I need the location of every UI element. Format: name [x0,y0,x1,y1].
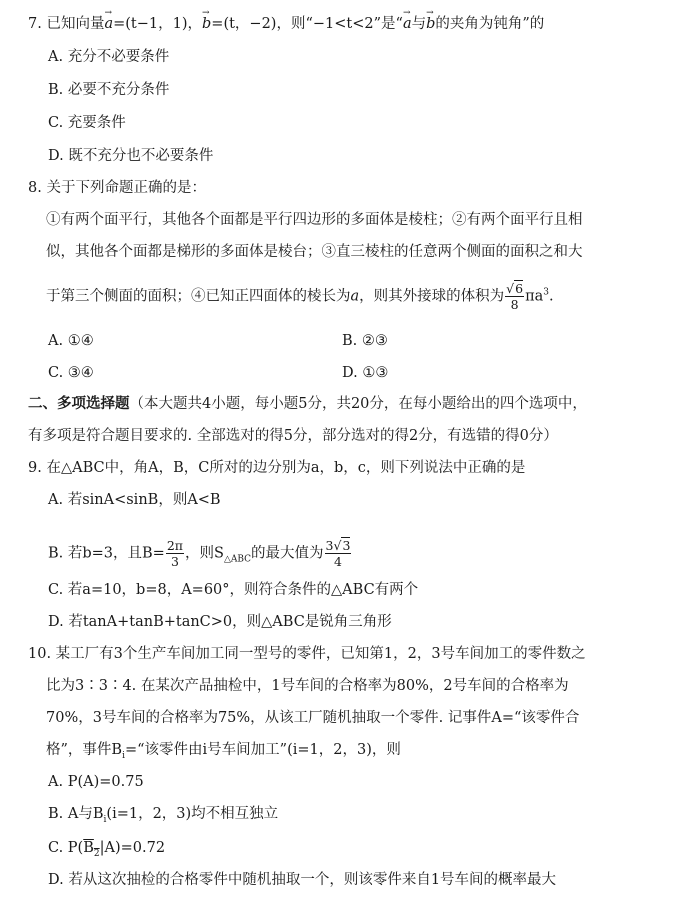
q8-option-d: D. ①③ [342,365,389,381]
q10-stem-line-3: 70%，3号车间的合格率为75%，从该工厂随机抽取一个零件. 记事件A=“该零件合 [46,710,580,726]
section-2-header: 二、多项选择题（本大题共4小题，每小题5分，共20分，在每小题给出的四个选项中， [28,395,587,412]
question-10-stem: 10. 某工厂有3个生产车间加工同一型号的零件，已知第1，2，3号车间加工的零件数之 [28,646,586,662]
max-area-fraction: $\frac{3√3}{4}$ [325,538,351,569]
q8-statement-line-1: ①有两个面平行，其他各个面都是平行四边形的多面体是棱柱；②有两个面平行且相 [46,212,583,228]
q7-option-c: C. 充要条件 [48,115,126,131]
q7-option-a: A. 充分不必要条件 [48,49,170,65]
q8-option-a: A. ①④ [48,333,94,349]
section-2-instructions: 有多项是符合题目要求的. 全部选对的得5分，部分选对的得2分，有选错的得0分） [28,428,558,444]
q8-statement-line-2: 似，其他各个面都是梯形的多面体是棱台；③直三棱柱的任意两个侧面的面积之和大 [46,244,583,260]
section-title: 二、多项选择题 [28,395,130,412]
question-number: 8. [28,180,42,196]
q7-option-d: D. 既不充分也不必要条件 [48,148,214,164]
q7-option-b: B. 必要不充分条件 [48,82,170,98]
q8-option-b: B. ②③ [342,333,388,349]
q9-option-c: C. 若a=10，b=8，A=60°，则符合条件的△ABC有两个 [48,582,419,598]
angle-fraction: $\frac{2\pi}{3}$ [166,538,184,569]
q10-option-a: A. P(A)=0.75 [48,774,144,790]
q10-option-b: B. A与$B_i(i=1$，2，3)均不相互独立 [48,806,279,825]
q10-option-c: C. $P(B_2|A)=0.72$ [48,840,166,859]
q9-option-d: D. 若tanA+tanB+tanC>0，则△ABC是锐角三角形 [48,614,392,630]
question-number: 7. [28,16,42,32]
q10-stem-line-2: 比为3∶3∶4. 在某次产品抽检中，1号车间的合格率为80%，2号车间的合格率为 [46,678,569,694]
q9-option-a: A. 若sinA<sinB，则A<B [48,492,221,508]
q10-option-d: D. 若从这次抽检的合格零件中随机抽取一个，则该零件来自1号车间的概率最大 [48,872,557,888]
question-7-stem: 7. 已知向量→ a=(t−1，1)，→ b=(t，−2)，则“−1<t<2”是“→ a与→ b的夹角为钝角”的 [28,14,544,34]
q8-option-c: C. ③④ [48,365,94,381]
q8-statement-line-3: 于第三个侧面的面积；④已知正四面体的棱长为a，则其外接球的体积为 $\frac{√6}{8}$ $\pi a^3$. [46,281,554,312]
sphere-volume-fraction: $\frac{√6}{8}$ [506,281,524,312]
q10-stem-line-4: 格”，事件$B_i=“$该零件由i号车间加工”(i=1，2，3)，则 [46,742,401,761]
question-9-stem: 9. 在△ABC中，角A，B，C所对的边分别为a，b，c，则下列说法中正确的是 [28,460,526,476]
question-8-stem: 8. 关于下列命题正确的是： [28,180,206,196]
question-number: 10. [28,646,52,662]
q9-option-b: B. 若b=3，且B= $\frac{2\pi}{3}$ ，则$S_{\triangle ABC}$的最大值为 $\frac{3√3}{4}$ [48,538,351,569]
question-number: 9. [28,460,42,476]
